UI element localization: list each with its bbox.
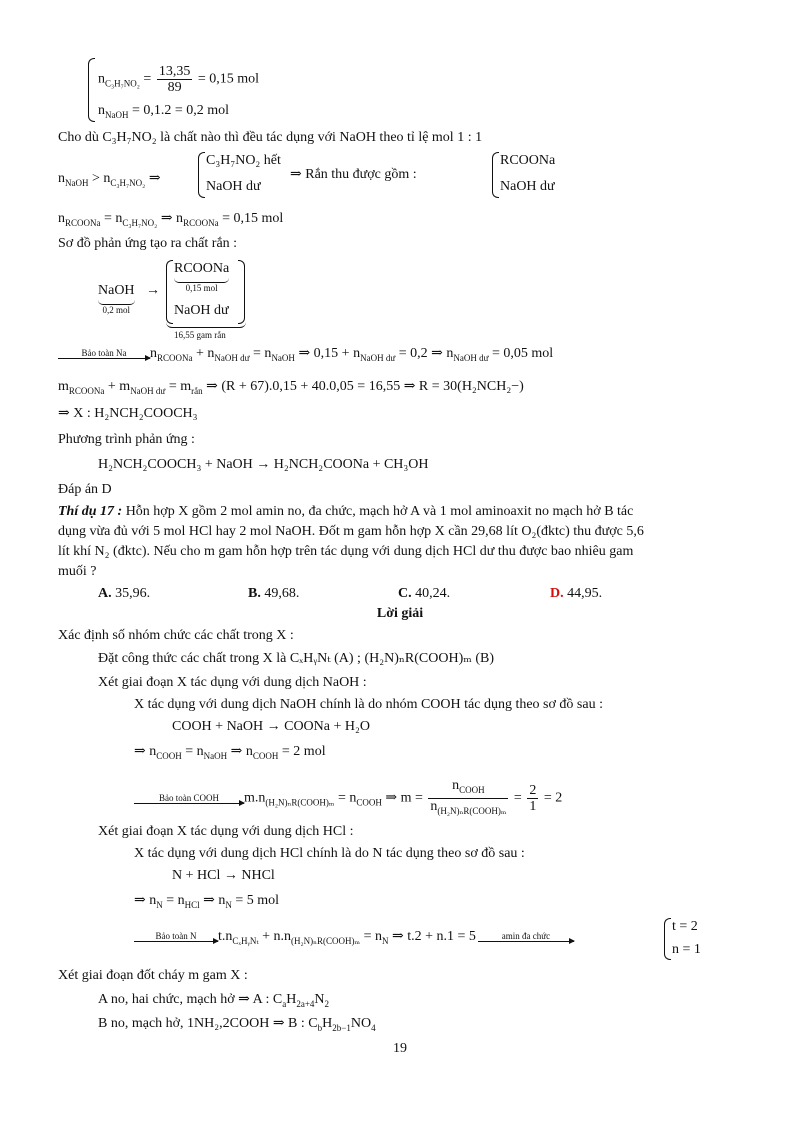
option-b: B. 49,68. (248, 586, 300, 601)
sol-line-1: Xác định số nhóm chức các chất trong X : (58, 628, 294, 643)
eq-bt-cooh: Bảo toàn COOH $m.n_{(H_2N)_nR(COOH)_m} = n_{COOH}$ ⇒ m = $\frac{n_{COOH}}{n_{(H_2N)_nR(COOH)_m}}$ = $\frac{2}{1}$ = 2 (134, 778, 562, 819)
solid-brace (492, 152, 499, 198)
compare-b2: NaOH dư (206, 179, 261, 194)
solid-c1: RCOONa (500, 153, 556, 168)
solid-c2: NaOH dư (500, 179, 555, 194)
sol-line-3: Xét giai đoạn X tác dụng với dung dịch NaOH : (98, 675, 367, 690)
eq-ncooh: ⇒ $n_{COOH} = n_{NaOH}$ ⇒ $n_{COOH} = 2$ mol (134, 744, 326, 761)
scheme-naoh: NaOH 0,2 mol (98, 283, 135, 315)
sol-line-5: COOH + NaOH → COONa + H₂O (172, 719, 370, 734)
eq-compare: $n_{NaOH} > n_{C_3H_7NO_2}$ ⇒ (58, 171, 161, 188)
pt-title: Phương trình phản ứng : (58, 432, 195, 447)
scheme-rcoona: RCOONa 0,15 mol (174, 261, 230, 293)
scheme-arrow: → (146, 283, 160, 298)
eq-mass: $m_{RCOONa} + m_{NaOH dư} = m_{rắn}$ ⇒ (R + 67).0,15 + 40.0,05 = 16,55 ⇒ R = 30(H₂NCH₂−) (58, 379, 524, 396)
result-t: t = 2 (672, 919, 698, 934)
result-brace (664, 918, 671, 960)
formula-a: A no, hai chức, mạch hở ⇒ A : $C_aH_{2a+4}N_2$ (98, 992, 330, 1009)
scheme-naoh-du: NaOH dư (174, 303, 229, 318)
option-d: D. 44,95. (550, 586, 603, 601)
eq-mol-c3h7no2: $n_{C_3H_7NO_2}$ = $\frac{13,35}{89}$ = 0,15 mol (98, 64, 260, 95)
eq-bt-na: Bảo toàn Na $n_{RCOONa} + n_{NaOH dư} = n_{NaOH}$ ⇒ $0,15 + n_{NaOH dư} = 0,2$ ⇒ $n_{NaOH dư} = 0,05$ mol (58, 345, 553, 367)
question-line-4: muối ? (58, 564, 97, 579)
sol-line-4: X tác dụng với dung dịch NaOH chính là do nhóm COOH tác dụng theo sơ đồ sau : (134, 697, 603, 712)
scheme-total: 16,55 gam rắn (174, 330, 226, 340)
sol-line-2: Đặt công thức các chất trong X là CₓHᵧNₜ (A) ; (H₂N)ₙR(COOH)ₘ (B) (98, 651, 495, 666)
question-line-2: dụng vừa đủ với 5 mol HCl hay 2 mol NaOH. Đốt m gam hỗn hợp X cần 29,68 lít O₂(đktc) thu được 5,6 (58, 524, 644, 539)
eq-bt-n: Bảo toàn N $t.n_{C_xHᵧN_t} + n.n_{(H_2N)_nR(COOH)_m} = n_N$ ⇒ t.2 + n.1 = 5 amin đa chức (134, 928, 574, 950)
sol-line-7: Xét giai đoạn X tác dụng với dung dịch HCl : (98, 824, 354, 839)
sol-line-11: Xét giai đoạn đốt cháy m gam X : (58, 968, 248, 983)
sol-line-8: X tác dụng với dung dịch HCl chính là do N tác dụng theo sơ đồ sau : (134, 846, 525, 861)
eq-mol-naoh: $n_{NaOH} = 0,1.2 = 0,2$ mol (98, 103, 230, 120)
pt-equation: H₂NCH₂COOCH₃ + NaOH → H₂NCH₂COONa + CH₃OH (98, 457, 429, 472)
option-a: A. 35,96. (98, 586, 151, 601)
answer: Đáp án D (58, 482, 112, 497)
sol-line-9: N + HCl → NHCl (172, 868, 275, 883)
system-brace (88, 58, 95, 122)
x-formula: ⇒ X : H₂NCH₂COOCH₃ (58, 406, 198, 421)
solution-heading: Lời giải (376, 606, 424, 621)
eq-nn: ⇒ $n_N = n_{HCl}$ ⇒ $n_N = 5$ mol (134, 893, 280, 910)
note-ratio: Cho dù C₃H₇NO₂ là chất nào thì đều tác dụng với NaOH theo tỉ lệ mol 1 : 1 (58, 130, 483, 145)
formula-b: B no, mạch hở, 1NH₂,2COOH ⇒ B : $C_bH_{2b-1}NO_4$ (98, 1016, 376, 1033)
compare-brace (198, 152, 205, 198)
result-n: n = 1 (672, 942, 701, 957)
page-number: 19 (393, 1041, 407, 1056)
question-line-1: Thí dụ 17 : Hỗn hợp X gồm 2 mol amin no, đa chức, mạch hở A và 1 mol aminoaxit no mạch hở B tác (58, 504, 634, 519)
scheme-brace-r (238, 260, 245, 324)
question-line-3: lít khí N₂ (đktc). Nếu cho m gam hỗn hợp trên tác dụng với dung dịch HCl dư thu được bao nhiêu gam (58, 544, 634, 559)
compare-mid: ⇒ Rắn thu được gồm : (290, 167, 417, 182)
scheme-brace-l (166, 260, 173, 324)
compare-b1: C₃H₇NO₂ hết (206, 153, 281, 168)
scheme-title: Sơ đồ phản ứng tạo ra chất rắn : (58, 236, 238, 251)
eq-rcoona: $n_{RCOONa} = n_{C_3H_7NO_2}$ ⇒ $n_{RCOONa} = 0,15$ mol (58, 211, 284, 228)
option-c: C. 40,24. (398, 586, 451, 601)
